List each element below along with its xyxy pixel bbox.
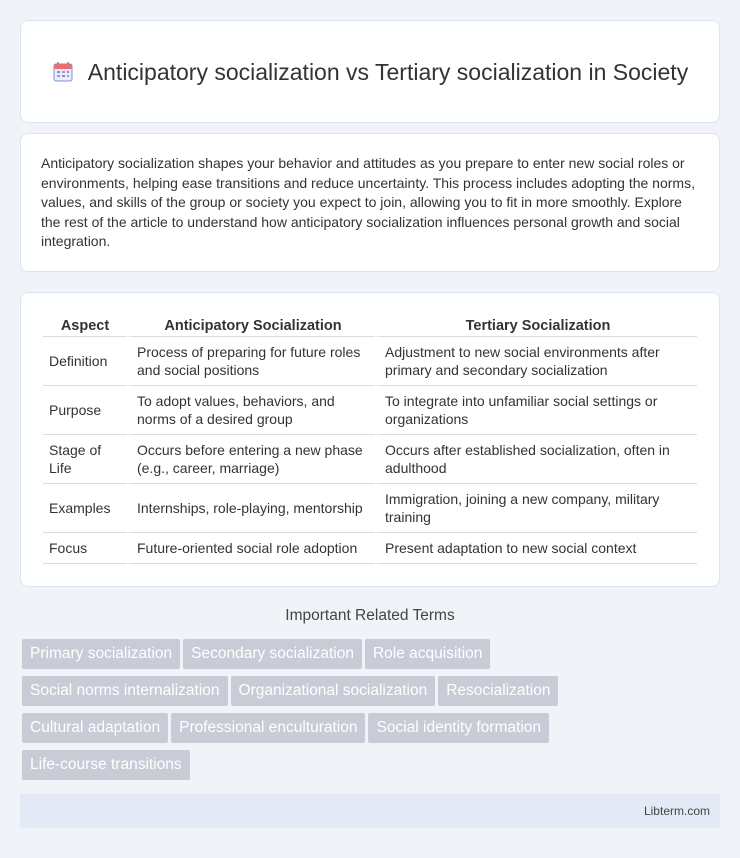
tag-organizational-socialization[interactable]: Organizational socialization xyxy=(231,676,436,706)
row-aspect: Stage of Life xyxy=(43,435,127,484)
header-aspect: Aspect xyxy=(43,315,127,337)
table-header-row xyxy=(43,315,697,337)
table-row xyxy=(43,337,697,386)
tag-social-norms-internalization[interactable]: Social norms internalization xyxy=(22,676,228,706)
tag-life-course-transitions[interactable]: Life-course transitions xyxy=(22,750,190,780)
related-terms-list xyxy=(22,639,722,787)
table-row xyxy=(43,533,697,564)
header-anticipatory: Anticipatory Socialization xyxy=(127,315,375,337)
tag-social-identity-formation[interactable]: Social identity formation xyxy=(368,713,549,743)
title-card xyxy=(20,20,720,123)
row-tertiary: Occurs after established socialization, often in adulthood xyxy=(375,435,697,484)
table-row xyxy=(43,386,697,435)
row-anticipatory: Internships, role-playing, mentorship xyxy=(127,484,375,533)
page-title xyxy=(52,57,688,87)
footer xyxy=(20,794,720,828)
row-anticipatory: To adopt values, behaviors, and norms of a desired group xyxy=(127,386,375,435)
row-aspect: Definition xyxy=(43,337,127,386)
row-tertiary: To integrate into unfamiliar social settings or organizations xyxy=(375,386,697,435)
tag-secondary-socialization[interactable]: Secondary socialization xyxy=(183,639,362,669)
tag-primary-socialization[interactable]: Primary socialization xyxy=(22,639,180,669)
header-tertiary: Tertiary Socialization xyxy=(375,315,697,337)
comparison-card xyxy=(20,292,720,587)
intro-paragraph: Anticipatory socialization shapes your behavior and attitudes as you prepare to enter new social roles or environments, helping ease transitions and reduce uncertainty. This process includes adopting the norms, values, and skills of the group or society you expect to join, allowing you to fit in more smoothly. Explore the rest of the article to understand how anticipatory socialization influences personal growth and social integration. xyxy=(41,155,695,250)
page-title-text: Anticipatory socialization vs Tertiary socialization in Society xyxy=(87,58,689,85)
tag-cultural-adaptation[interactable]: Cultural adaptation xyxy=(22,713,168,743)
row-aspect: Focus xyxy=(43,533,127,564)
row-anticipatory: Occurs before entering a new phase (e.g., career, marriage) xyxy=(127,435,375,484)
calendar-icon xyxy=(52,61,74,83)
table-row xyxy=(43,435,697,484)
tag-role-acquisition[interactable]: Role acquisition xyxy=(365,639,490,669)
comparison-table xyxy=(43,315,697,564)
row-anticipatory: Future-oriented social role adoption xyxy=(127,533,375,564)
tag-resocialization[interactable]: Resocialization xyxy=(438,676,558,706)
related-terms-heading: Important Related Terms xyxy=(285,607,455,624)
row-tertiary: Immigration, joining a new company, military training xyxy=(375,484,697,533)
row-tertiary: Adjustment to new social environments after primary and secondary socialization xyxy=(375,337,697,386)
intro-card xyxy=(20,133,720,272)
row-aspect: Purpose xyxy=(43,386,127,435)
tag-professional-enculturation[interactable]: Professional enculturation xyxy=(171,713,365,743)
table-row xyxy=(43,484,697,533)
footer-brand-link[interactable]: Libterm.com xyxy=(643,804,710,818)
row-anticipatory: Process of preparing for future roles and social positions xyxy=(127,337,375,386)
row-tertiary: Present adaptation to new social context xyxy=(375,533,697,564)
row-aspect: Examples xyxy=(43,484,127,533)
